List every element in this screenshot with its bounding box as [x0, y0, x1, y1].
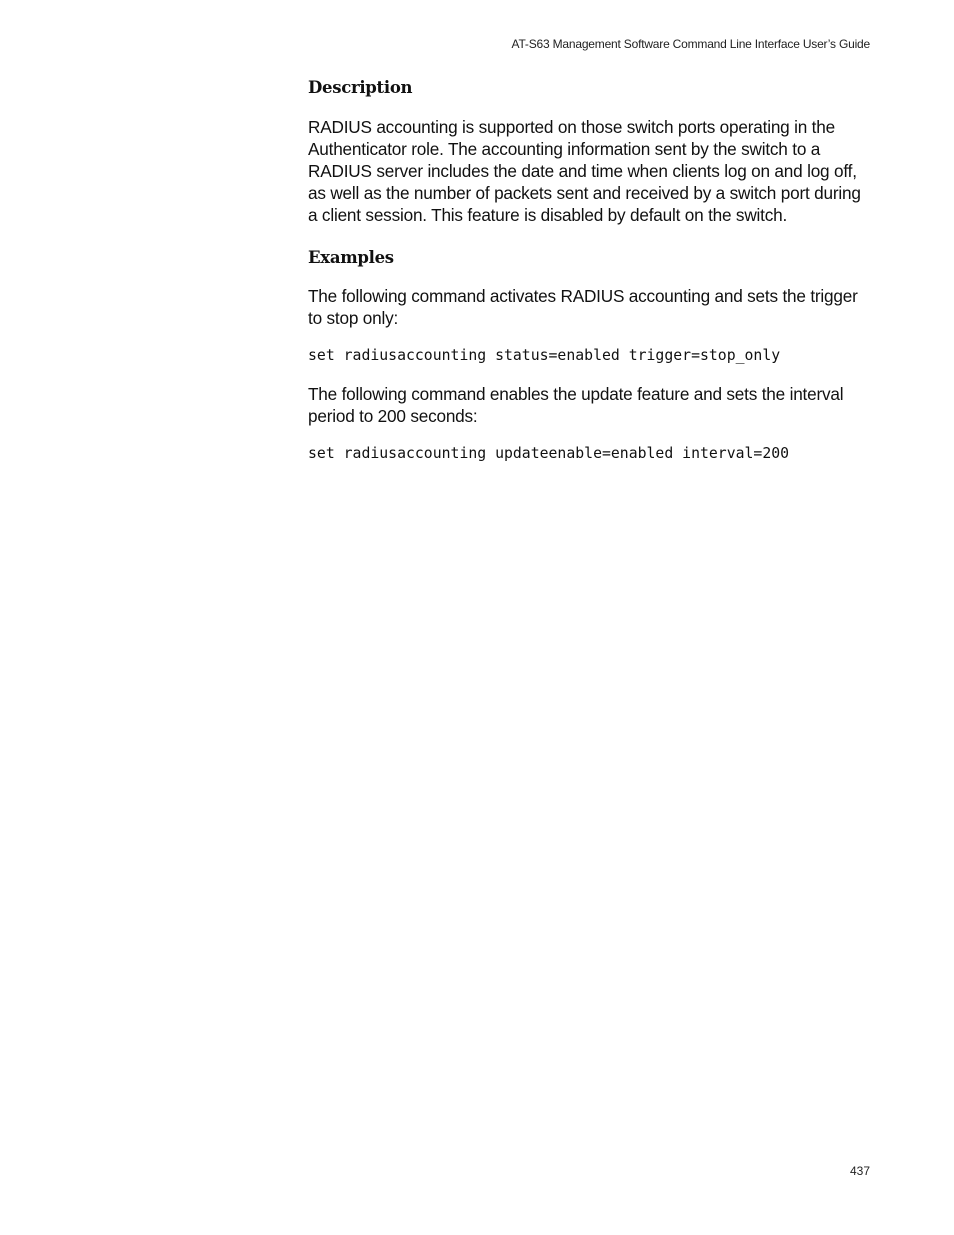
page-number: 437 [849, 1164, 870, 1178]
example1-code: set radiusaccounting status=enabled trigger=stop_only [308, 347, 781, 364]
description-paragraph: RADIUS accounting is supported on those switch ports operating in the Authenticator role. The accounting information sent by the switch to a RADIUS server includes the date and time when clients log on and log off, as well as the number of packets sent and received by a switch port during a client session. This feature is disabled by default on the switch. [308, 117, 861, 225]
example2-code: set radiusaccounting updateenable=enabled interval=200 [308, 445, 790, 462]
example2-paragraph: The following command enables the update feature and sets the interval period to 200 seconds: [308, 384, 844, 426]
page-content [308, 78, 873, 464]
description-heading: Description [308, 78, 413, 97]
examples-heading: Examples [308, 248, 394, 267]
running-header: AT-S63 Management Software Command Line Interface User’s Guide [511, 37, 870, 51]
example1-paragraph: The following command activates RADIUS accounting and sets the trigger to stop only: [308, 286, 858, 328]
